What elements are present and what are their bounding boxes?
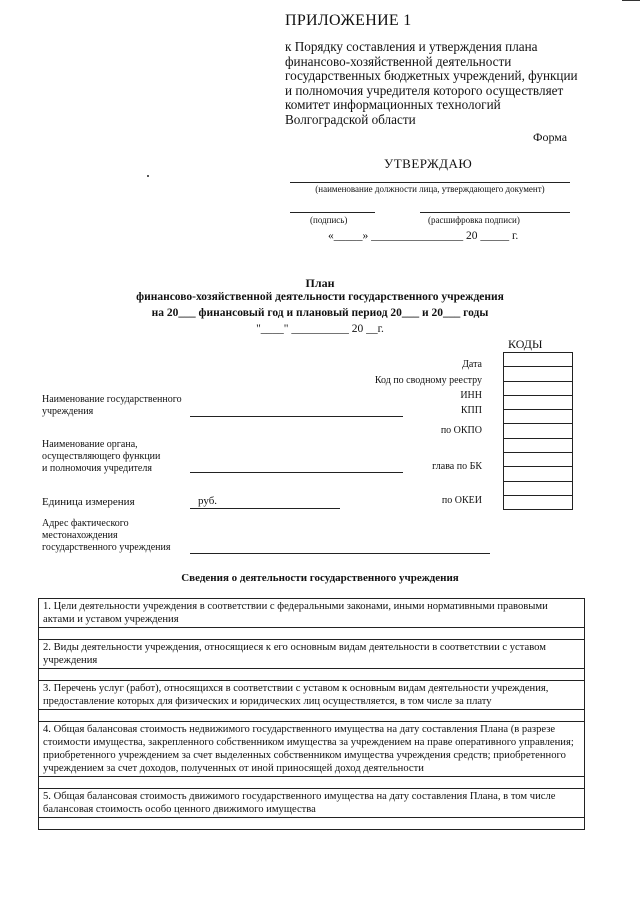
signature-line[interactable] — [290, 212, 375, 213]
code-label-bk: глава по БК — [432, 461, 482, 472]
code-cell[interactable] — [504, 353, 573, 367]
code-cell[interactable] — [504, 367, 573, 381]
plan-date[interactable]: "____" __________ 20 __г. — [256, 323, 384, 335]
scan-dot-mark — [147, 175, 149, 177]
appendix-title: ПРИЛОЖЕНИЕ 1 — [285, 12, 412, 29]
code-cell[interactable] — [504, 438, 573, 452]
info-input-real-estate[interactable] — [39, 777, 585, 789]
info-row-goals: 1. Цели деятельности учреждения в соответствии с федеральными законами, иными нормативными правовыми актами и уставом учреждения — [39, 599, 585, 628]
forma-label: Форма — [533, 130, 568, 144]
code-label-kpp: КПП — [460, 405, 482, 416]
info-row-activities: 2. Виды деятельности учреждения, относящиеся к его основным видам деятельности в соответствии с уставом учреждения — [39, 640, 585, 669]
unit-value[interactable]: руб. — [198, 495, 218, 507]
address-line[interactable] — [190, 553, 490, 554]
code-label-date: Дата — [462, 359, 482, 370]
institution-name-label: Наименование государственного учреждения — [42, 394, 182, 417]
position-line[interactable] — [290, 182, 570, 183]
code-label-registry: Код по сводному реестру — [374, 375, 482, 386]
activity-info-table — [38, 598, 585, 830]
approval-title: УТВЕРЖДАЮ — [384, 156, 473, 171]
plan-subtitle: финансово-хозяйственной деятельности государственного учреждения — [136, 291, 504, 303]
codes-header: КОДЫ — [508, 337, 543, 351]
institution-name-line[interactable] — [190, 416, 403, 417]
signature-caption: (подпись) — [310, 215, 348, 225]
approval-date-line[interactable]: «_____» ________________ 20 _____ г. — [328, 230, 519, 242]
position-caption: (наименование должности лица, утверждающего документ) — [315, 184, 545, 194]
info-input-goals[interactable] — [39, 628, 585, 640]
code-cell[interactable] — [504, 424, 573, 438]
code-label-inn: ИНН — [460, 390, 482, 401]
info-input-services[interactable] — [39, 710, 585, 722]
decoding-line[interactable] — [420, 212, 570, 213]
info-row-services: 3. Перечень услуг (работ), относящихся в соответствии с уставом к основным видам деятельности учреждения, предоставление которых для физических и юридических лиц осуществляется, в том числе за плату — [39, 681, 585, 710]
appendix-text: к Порядку составления и утверждения плана финансово-хозяйственной деятельности государственных бюджетных учреждений, функции и полномочия учредителя которого осуществляет комитет информационных технологий Волгоградской области — [285, 39, 578, 127]
decoding-caption: (расшифровка подписи) — [428, 215, 520, 225]
info-row-real-estate: 4. Общая балансовая стоимость недвижимого государственного имущества на дату составления Плана (в разрезе стоимости имущества, закрепленного собственником имущества за учреждением на праве оперативного управления; приобретенного учреждением за счет выделенных собственником имущества учреждения средств; приобретенного учреждением за счет доходов, полученных от иной приносящей доход деятельности — [39, 722, 585, 777]
founder-name-line[interactable] — [190, 472, 403, 473]
founder-name-label: Наименование органа, осуществляющего функции и полномочия учредителя — [42, 439, 161, 474]
plan-period[interactable]: на 20___ финансовый год и плановый период 20___ и 20___ годы — [151, 307, 489, 319]
plan-title: План — [305, 276, 335, 290]
code-cell[interactable] — [504, 410, 573, 424]
info-row-movable-property: 5. Общая балансовая стоимость движимого государственного имущества на дату составления Плана, в том числе балансовая стоимость особо ценного движимого имущества — [39, 789, 585, 818]
code-label-okei: по ОКЕИ — [441, 495, 482, 506]
code-label-okpo: по ОКПО — [440, 425, 482, 436]
code-cell[interactable] — [504, 495, 573, 509]
code-cell[interactable] — [504, 381, 573, 395]
section-title: Сведения о деятельности государственного учреждения — [181, 572, 459, 584]
address-label: Адрес фактического местонахождения государственного учреждения — [42, 518, 171, 553]
code-cell[interactable] — [504, 467, 573, 481]
unit-line — [190, 508, 340, 509]
info-input-movable-property[interactable] — [39, 818, 585, 830]
code-cell[interactable] — [504, 481, 573, 495]
codes-table — [503, 352, 573, 510]
unit-label: Единица измерения — [42, 496, 135, 508]
code-cell[interactable] — [504, 453, 573, 467]
info-input-activities[interactable] — [39, 669, 585, 681]
scan-corner-mark — [622, 0, 640, 5]
code-cell[interactable] — [504, 395, 573, 409]
